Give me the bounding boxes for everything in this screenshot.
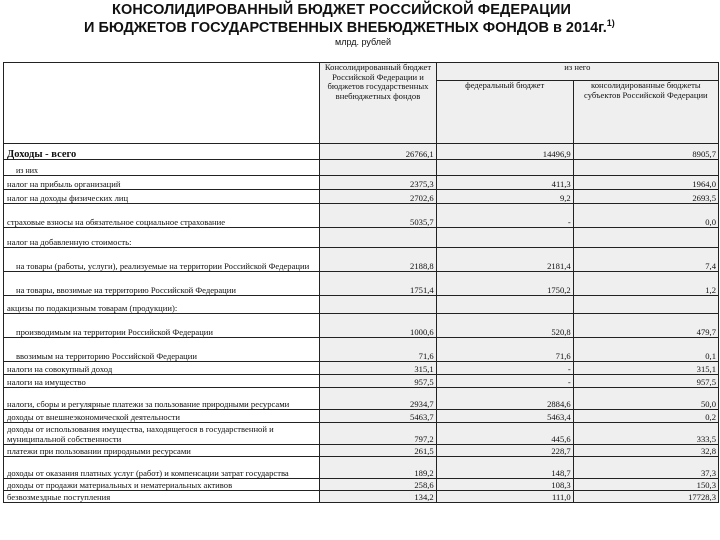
- cell-federal: 2884,6: [436, 388, 573, 410]
- table-row: [4, 204, 719, 228]
- cell-federal: -: [436, 375, 573, 388]
- cell-federal: 71,6: [436, 338, 573, 362]
- cell-federal: 228,7: [436, 445, 573, 457]
- cell-consolidated: 258,6: [320, 479, 436, 491]
- cell-regional: 957,5: [573, 375, 718, 388]
- row-label: ввозимым на территорию Российской Федерации: [4, 338, 320, 362]
- table-row: [4, 362, 719, 375]
- table-row: [4, 248, 719, 272]
- title-line-2-text: И БЮДЖЕТОВ ГОСУДАРСТВЕННЫХ ВНЕБЮДЖЕТНЫХ ФОНДОВ в 2014г.: [84, 19, 607, 36]
- cell-regional: [573, 296, 718, 314]
- cell-federal: 1750,2: [436, 272, 573, 296]
- row-label: Доходы - всего: [4, 144, 320, 160]
- table-row: [4, 296, 719, 314]
- header-federal: федеральный бюджет: [436, 81, 573, 144]
- cell-regional: 17728,3: [573, 491, 718, 503]
- table-row: [4, 190, 719, 204]
- units-label: млрд. рублей: [335, 37, 392, 47]
- cell-consolidated: [320, 228, 436, 248]
- cell-consolidated: 5035,7: [320, 204, 436, 228]
- title-line-1: КОНСОЛИДИРОВАННЫЙ БЮДЖЕТ РОССИЙСКОЙ ФЕДЕРАЦИИ: [112, 2, 571, 18]
- cell-consolidated: 71,6: [320, 338, 436, 362]
- table-row: [4, 479, 719, 491]
- cell-regional: 479,7: [573, 314, 718, 338]
- cell-regional: 2693,5: [573, 190, 718, 204]
- cell-regional: 32,8: [573, 445, 718, 457]
- table-row: [4, 144, 719, 160]
- cell-federal: [436, 160, 573, 176]
- row-label: доходы от использования имущества, находящегося в государственной и муниципальной собственности: [4, 423, 320, 445]
- cell-federal: 14496,9: [436, 144, 573, 160]
- row-label: доходы от продажи материальных и нематериальных активов: [4, 479, 320, 491]
- table-row: [4, 423, 719, 445]
- table-row: [4, 388, 719, 410]
- budget-table: [3, 62, 719, 503]
- cell-regional: 1964,0: [573, 176, 718, 190]
- cell-federal: 411,3: [436, 176, 573, 190]
- table-row: [4, 338, 719, 362]
- cell-regional: 0,1: [573, 338, 718, 362]
- row-label: налог на добавленную стоимость:: [4, 228, 320, 248]
- cell-regional: 0,2: [573, 410, 718, 423]
- table-row: [4, 176, 719, 190]
- cell-regional: 7,4: [573, 248, 718, 272]
- table-row: [4, 410, 719, 423]
- header-group: из него: [436, 63, 718, 81]
- row-label: налоги на имущество: [4, 375, 320, 388]
- row-label: налоги, сборы и регулярные платежи за пользование природными ресурсами: [4, 388, 320, 410]
- header-label-cell: [4, 63, 320, 144]
- cell-federal: 5463,4: [436, 410, 573, 423]
- table-row: [4, 457, 719, 479]
- cell-consolidated: 1751,4: [320, 272, 436, 296]
- cell-consolidated: 315,1: [320, 362, 436, 375]
- cell-federal: -: [436, 204, 573, 228]
- cell-federal: 108,3: [436, 479, 573, 491]
- cell-regional: 50,0: [573, 388, 718, 410]
- table-row: [4, 445, 719, 457]
- cell-consolidated: 957,5: [320, 375, 436, 388]
- cell-regional: [573, 228, 718, 248]
- cell-consolidated: 2375,3: [320, 176, 436, 190]
- table-row: [4, 314, 719, 338]
- cell-regional: 0,0: [573, 204, 718, 228]
- cell-federal: [436, 228, 573, 248]
- title-line-2: [84, 18, 615, 36]
- cell-federal: -: [436, 362, 573, 375]
- cell-federal: 2181,4: [436, 248, 573, 272]
- row-label: на товары, ввозимые на территорию Российской Федерации: [4, 272, 320, 296]
- footnote-mark: 1): [606, 18, 615, 28]
- row-label: налог на доходы физических лиц: [4, 190, 320, 204]
- cell-federal: 111,0: [436, 491, 573, 503]
- cell-federal: 148,7: [436, 457, 573, 479]
- row-label: доходы от оказания платных услуг (работ) и компенсации затрат государства: [4, 457, 320, 479]
- cell-federal: 9,2: [436, 190, 573, 204]
- row-label: доходы от внешнеэкономической деятельности: [4, 410, 320, 423]
- row-label: страховые взносы на обязательное социальное страхование: [4, 204, 320, 228]
- header-consolidated: Консолидированный бюджет Российской Федерации и бюджетов государственных внебюджетных фондов: [320, 63, 436, 144]
- cell-consolidated: [320, 296, 436, 314]
- cell-consolidated: 134,2: [320, 491, 436, 503]
- row-label: платежи при пользовании природными ресурсами: [4, 445, 320, 457]
- cell-consolidated: 261,5: [320, 445, 436, 457]
- cell-regional: 1,2: [573, 272, 718, 296]
- row-label: налоги на совокупный доход: [4, 362, 320, 375]
- table-row: [4, 160, 719, 176]
- cell-regional: 37,3: [573, 457, 718, 479]
- cell-consolidated: 797,2: [320, 423, 436, 445]
- row-label: безвозмездные поступления: [4, 491, 320, 503]
- cell-consolidated: 26766,1: [320, 144, 436, 160]
- row-label: на товары (работы, услуги), реализуемые на территории Российской Федерации: [4, 248, 320, 272]
- cell-consolidated: [320, 160, 436, 176]
- cell-federal: 520,8: [436, 314, 573, 338]
- row-label: налог на прибыль организаций: [4, 176, 320, 190]
- row-label: из них: [4, 160, 320, 176]
- cell-regional: 150,3: [573, 479, 718, 491]
- cell-regional: 315,1: [573, 362, 718, 375]
- budget-table-container: [3, 62, 720, 540]
- cell-regional: 333,5: [573, 423, 718, 445]
- cell-consolidated: 2934,7: [320, 388, 436, 410]
- cell-federal: 445,6: [436, 423, 573, 445]
- table-row: [4, 491, 719, 503]
- cell-consolidated: 2188,8: [320, 248, 436, 272]
- cell-federal: [436, 296, 573, 314]
- cell-consolidated: 1000,6: [320, 314, 436, 338]
- row-label: акцизы по подакцизным товарам (продукции):: [4, 296, 320, 314]
- table-row: [4, 228, 719, 248]
- table-row: [4, 272, 719, 296]
- header-regional: консолидированные бюджеты субъектов Российской Федерации: [573, 81, 718, 144]
- cell-consolidated: 189,2: [320, 457, 436, 479]
- row-label: производимым на территории Российской Федерации: [4, 314, 320, 338]
- table-row: [4, 375, 719, 388]
- cell-regional: [573, 160, 718, 176]
- cell-consolidated: 2702,6: [320, 190, 436, 204]
- cell-consolidated: 5463,7: [320, 410, 436, 423]
- cell-regional: 8905,7: [573, 144, 718, 160]
